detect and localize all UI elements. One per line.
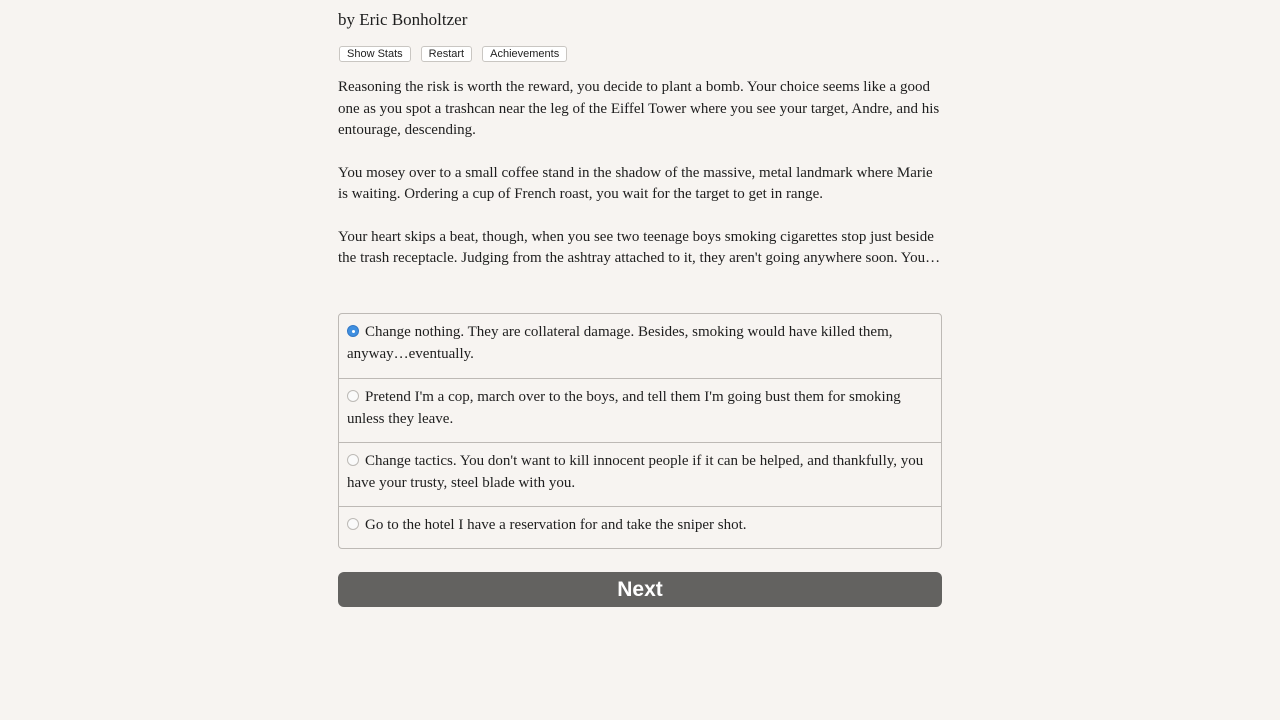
restart-button[interactable]: Restart <box>421 46 472 62</box>
choice-list <box>338 313 942 549</box>
next-button[interactable]: Next <box>338 572 942 607</box>
radio-unselected-icon[interactable] <box>347 454 359 466</box>
choice-label-3: Change tactics. You don't want to kill innocent people if it can be helped, and thankfully, you have your trusty, steel blade with you. <box>347 453 924 491</box>
story-text <box>338 77 942 291</box>
toolbar <box>339 46 567 62</box>
choice-label-1: Change nothing. They are collateral damage. Besides, smoking would have killed them, anyway…eventually. <box>347 324 893 362</box>
story-paragraph-1: Reasoning the risk is worth the reward, you decide to plant a bomb. Your choice seems like a good one as you spot a trashcan near the leg of the Eiffel Tower where you see your target, Andre, and his entourage, descending. <box>338 79 940 138</box>
choice-label-4: Go to the hotel I have a reservation for and take the sniper shot. <box>365 517 747 533</box>
choice-option-3[interactable] <box>339 442 941 506</box>
radio-unselected-icon[interactable] <box>347 390 359 402</box>
story-paragraph-2: You mosey over to a small coffee stand in the shadow of the massive, metal landmark where Marie is waiting. Ordering a cup of French roast, you wait for the target to get in range. <box>338 164 933 202</box>
choice-option-2[interactable] <box>339 378 941 442</box>
story-paragraph-3: Your heart skips a beat, though, when you see two teenage boys smoking cigarettes stop just beside the trash receptacle. Judging from the ashtray attached to it, they aren't going anywhere soon. You… <box>338 228 941 266</box>
radio-unselected-icon[interactable] <box>347 518 359 530</box>
radio-selected-icon[interactable] <box>347 325 359 337</box>
achievements-button[interactable]: Achievements <box>482 46 567 62</box>
show-stats-button[interactable]: Show Stats <box>339 46 411 62</box>
choice-label-2: Pretend I'm a cop, march over to the boys, and tell them I'm going bust them for smoking unless they leave. <box>347 389 901 427</box>
author-byline: by Eric Bonholtzer <box>338 10 468 29</box>
choice-option-1[interactable] <box>339 314 941 378</box>
choice-option-4[interactable] <box>339 506 941 548</box>
